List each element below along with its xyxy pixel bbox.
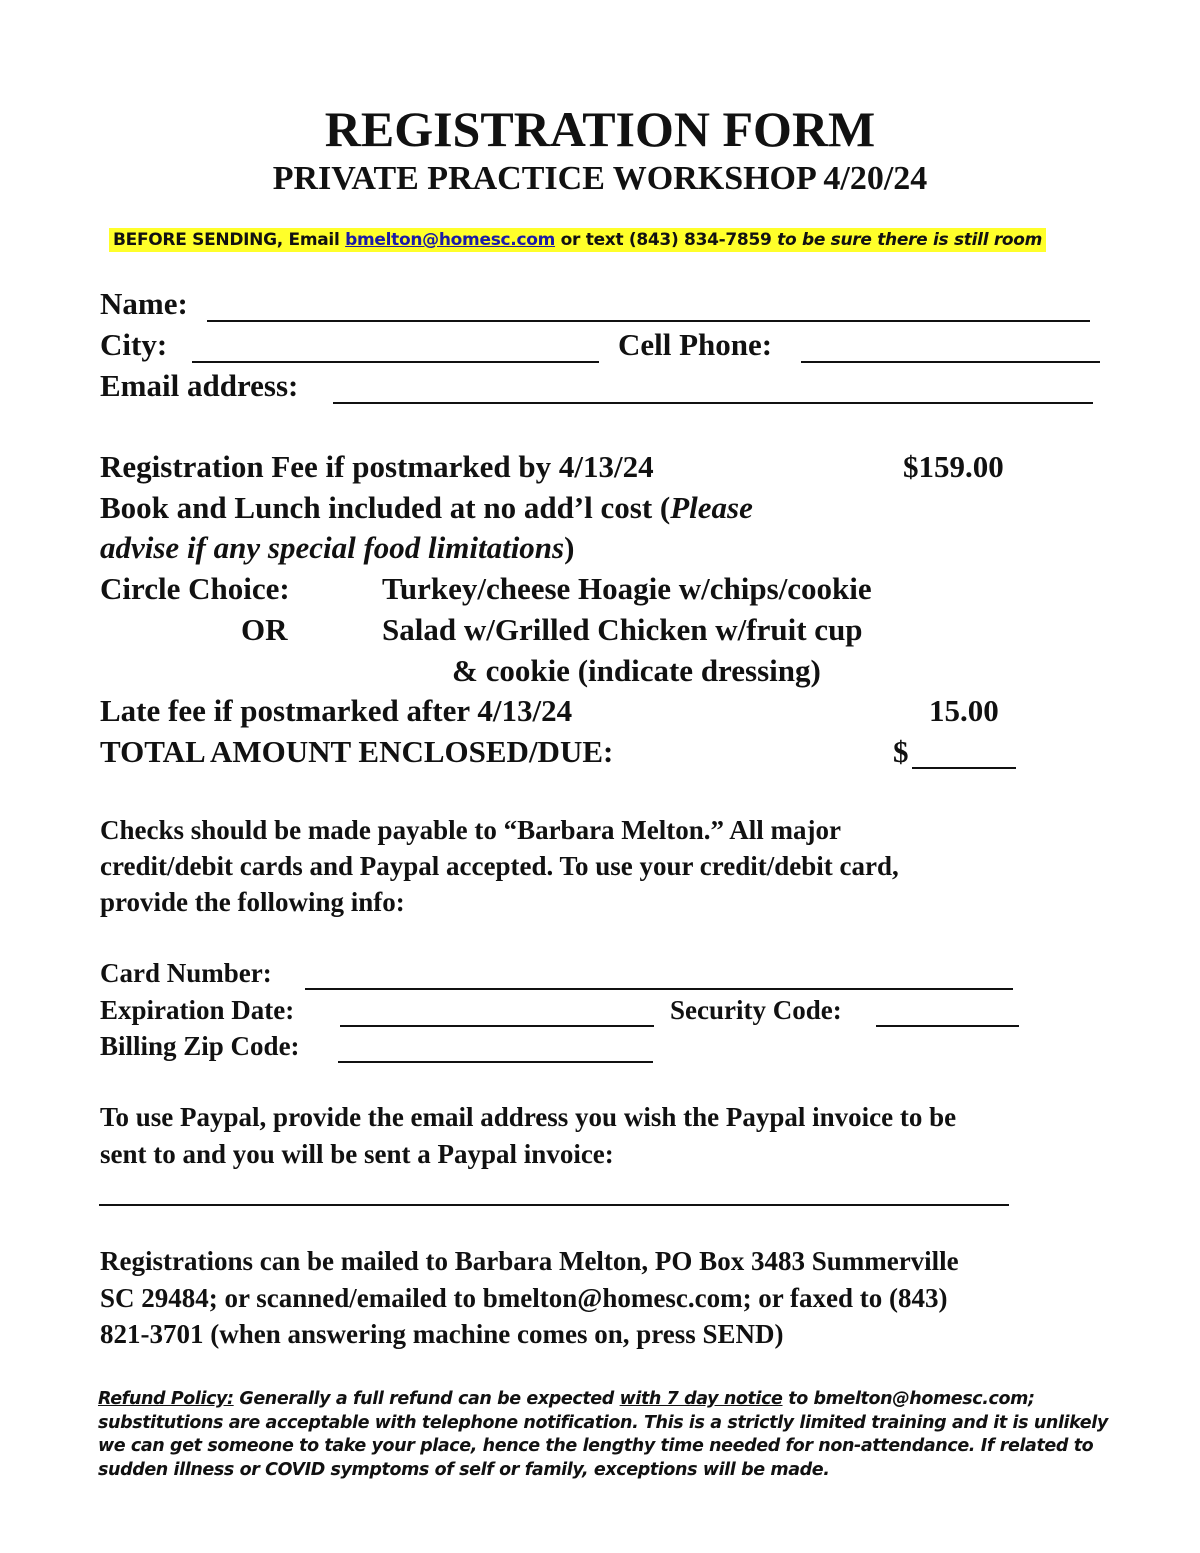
cell-phone-field[interactable] (801, 361, 1100, 363)
lunch-choice-salad-detail: & cookie (indicate dressing) (452, 653, 821, 688)
name-label: Name: (100, 286, 188, 321)
city-label: City: (100, 327, 168, 362)
paypal-line2: sent to and you will be sent a Paypal invoice: (100, 1139, 614, 1169)
page-subtitle: PRIVATE PRACTICE WORKSHOP 4/20/24 (272, 160, 928, 197)
expiration-field[interactable] (340, 1025, 654, 1027)
book-lunch-text: Book and Lunch included at no add’l cost ( (100, 490, 671, 525)
page-title: REGISTRATION FORM (324, 101, 876, 157)
card-number-field[interactable] (305, 988, 1013, 990)
registration-fee-amount: $159.00 (903, 449, 1004, 484)
book-lunch-please: Please (670, 490, 753, 525)
notice-suffix: to be sure there is still room (777, 230, 1043, 250)
food-limitations-close: ) (564, 530, 575, 565)
refund-policy-text2: to bmelton@homesc.com; substitutions are acceptable with telephone notification. This is a strictly limited training and it is unlikely we can get someone to take your place, hence the lengthy time needed for non-attendance. If related to sudden illness or COVID symptoms of self or family, exceptions will be made. (98, 1389, 1108, 1480)
checks-line1: Checks should be made payable to “Barbara Melton.” All major (100, 815, 842, 845)
mailing-line2: SC 29484; or scanned/emailed to bmelton@homesc.com; or faxed to (843) (100, 1283, 948, 1313)
food-limitations-text: advise if any special food limitations (100, 530, 565, 565)
name-field[interactable] (207, 320, 1090, 322)
book-lunch-line1 (100, 490, 753, 526)
paypal-line1: To use Paypal, provide the email address you wish the Paypal invoice to be (100, 1102, 957, 1132)
mailing-line3: 821-3701 (when answering machine comes on, press SEND) (100, 1319, 784, 1349)
billing-zip-label: Billing Zip Code: (100, 1031, 300, 1061)
expiration-label: Expiration Date: (100, 995, 295, 1025)
total-amount-field[interactable] (912, 767, 1016, 769)
circle-choice-label: Circle Choice: (100, 571, 290, 606)
mailing-line1: Registrations can be mailed to Barbara Melton, PO Box 3483 Summerville (100, 1246, 959, 1276)
checks-line2: credit/debit cards and Paypal accepted. To use your credit/debit card, (100, 851, 899, 881)
notice-middle: or text (843) 834-7859 (560, 230, 772, 250)
refund-policy (98, 1388, 1108, 1482)
late-fee-label: Late fee if postmarked after 4/13/24 (100, 693, 573, 728)
billing-zip-field[interactable] (338, 1061, 653, 1063)
card-number-label: Card Number: (100, 958, 272, 988)
email-label: Email address: (100, 368, 299, 403)
refund-policy-text1: Generally a full refund can be expected (239, 1389, 614, 1409)
lunch-choice-salad[interactable]: Salad w/Grilled Chicken w/fruit cup (382, 612, 863, 647)
city-field[interactable] (192, 361, 599, 363)
security-code-label: Security Code: (670, 995, 842, 1025)
checks-line3: provide the following info: (100, 887, 405, 917)
email-field[interactable] (333, 402, 1093, 404)
registration-fee-label: Registration Fee if postmarked by 4/13/24 (100, 449, 654, 484)
total-currency: $ (893, 734, 909, 769)
paypal-email-field[interactable] (99, 1204, 1009, 1206)
notice-email-link[interactable]: bmelton@homesc.com (345, 230, 556, 250)
security-code-field[interactable] (876, 1025, 1019, 1027)
refund-policy-notice: with 7 day notice (619, 1389, 783, 1409)
late-fee-amount: 15.00 (929, 693, 999, 728)
or-label: OR (241, 612, 288, 647)
refund-policy-label: Refund Policy: (98, 1389, 234, 1409)
lunch-choice-hoagie[interactable]: Turkey/cheese Hoagie w/chips/cookie (382, 571, 872, 606)
notice-prefix: BEFORE SENDING, Email (113, 230, 340, 250)
notice-banner (109, 228, 1046, 252)
total-label: TOTAL AMOUNT ENCLOSED/DUE: (100, 734, 614, 769)
cell-phone-label: Cell Phone: (618, 327, 773, 362)
book-lunch-line2 (100, 530, 574, 566)
